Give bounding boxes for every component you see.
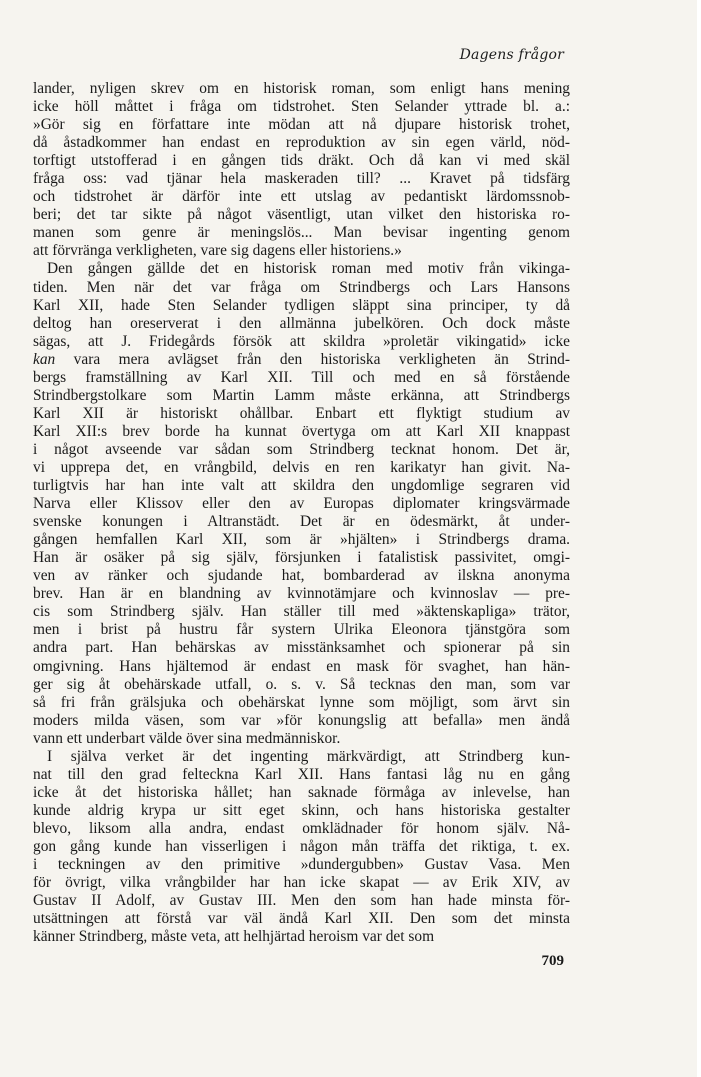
- text-line: i något avseende var sådan som Strindberg tecknat honom. Det är,: [33, 440, 570, 458]
- text-line: svenske konungen i Altranstädt. Det är en ödesmärkt, åt under-: [33, 513, 570, 531]
- text-line: lander, nyligen skrev om en historisk roman, som enligt hans mening: [33, 80, 570, 97]
- text-line: Strindbergstolkare som Martin Lamm måste erkänna, att Strindbergs: [33, 386, 570, 404]
- running-header: Dagens frågor: [459, 47, 564, 63]
- text-line: beri; det tar sikte på något väsentligt, utan vilket den historiska ro-: [33, 206, 570, 224]
- text-line: moders milda väsen, som var »för konungslig att befalla» men ändå: [33, 711, 570, 729]
- text-line: cis som Strindberg själv. Han ställer till med »äktenskapliga» trätor,: [33, 603, 570, 621]
- page-edge: [697, 0, 701, 1077]
- text-line: gången hemfallen Karl XII, som är »hjälten» i Strindbergs drama.: [33, 531, 570, 549]
- text-line: ger sig åt obehärskade utfall, o. s. v. Så tecknas den man, som var: [33, 675, 570, 693]
- text-line: känner Strindberg, måste veta, att helhjärtad heroism var det som: [33, 928, 435, 946]
- text-line: icke höll måttet i fråga om tidstrohet. Sten Selander yttrade bl. a.:: [33, 98, 570, 116]
- text-line: Narva eller Klissov eller den av Europas diplomater kringsvärmade: [33, 495, 570, 513]
- text-line: vann ett underbart välde över sina medmänniskor.: [33, 729, 341, 747]
- text-line: manen som genre är meningslös... Man bevisar ingenting genom: [33, 224, 570, 242]
- text-line: icke åt det historiska hållet; han saknade förmåga av inlevelse, han: [33, 783, 570, 801]
- text-line: sägas, att J. Fridegårds försök att skildra »proletär vikingatid» icke: [33, 332, 570, 350]
- text-line: kan vara mera avlägset från den historiska verkligheten än Strind-: [33, 350, 570, 368]
- text-line: Han är osäker på sig själv, försjunken i fatalistisk passivitet, omgi-: [33, 549, 570, 567]
- text-line: omgivning. Hans hjältemod är endast en mask för svaghet, han hän-: [33, 657, 570, 675]
- page-number: 709: [541, 953, 564, 969]
- text-line: bergs framställning av Karl XII. Till och med en så förstående: [33, 368, 570, 386]
- text-line: i teckningen av den primitive »dundergubben» Gustav Vasa. Men: [33, 856, 570, 874]
- text-line: fråga oss: vad tjänar hela maskeraden till? ... Kravet på tidsfärg: [33, 170, 570, 188]
- text-line: andra part. Han behärskas av misstänksamhet och spionerar på sin: [33, 639, 570, 657]
- text-line: Karl XII, hade Sten Selander tydligen släppt sina principer, ty då: [33, 296, 570, 314]
- emphasis-word: kan: [33, 350, 56, 368]
- text-line: att förvränga verkligheten, vare sig dagens eller historiens.»: [33, 242, 402, 260]
- text-line: turligtvis har han inte valt att skildra den ungdomlige segraren vid: [33, 477, 570, 495]
- text-line: tiden. Men när det var fråga om Strindbergs och Lars Hansons: [33, 278, 570, 296]
- text-line: då åstadkommer han endast en reproduktion av sin egen värld, nöd-: [33, 134, 570, 152]
- text-line: deltog han oreserverat i den allmänna jubelkören. Och dock måste: [33, 314, 570, 332]
- text-line: brev. Han är en blandning av kvinnotämjare och kvinnoslav — pre-: [33, 585, 570, 603]
- text-line: och tidstrohet är därför inte ett utslag av pedantiskt lärdomssnob-: [33, 188, 570, 206]
- text-line: torftigt utstofferad i en gången tids dräkt. Och då kan vi med skäl: [33, 152, 570, 170]
- text-line: Gustav II Adolf, av Gustav III. Men den som han hade minsta för-: [33, 892, 570, 910]
- text-line: men i brist på hustru får systern Ulrika Eleonora tjänstgöra som: [33, 621, 570, 639]
- text-line: Karl XII är historiskt ohållbar. Enbart ett flyktigt studium av: [33, 404, 570, 422]
- text-line: utsättningen att förstå var väl ändå Karl XII. Den som det minsta: [33, 910, 570, 928]
- text-line: kunde aldrig krypa ur sitt eget skinn, och hans historiska gestalter: [33, 801, 570, 819]
- text-line: vi upprepa det, en vrångbild, delvis en ren karikatyr han givit. Na-: [33, 458, 570, 476]
- body-text: [33, 80, 570, 946]
- text-line: nat till den grad felteckna Karl XII. Hans fantasi låg nu en gång: [33, 765, 570, 783]
- text-line: gon gång kunde han visserligen i någon mån träffa det riktiga, t. ex.: [33, 837, 570, 855]
- text-line: »Gör sig en författare inte mödan att nå djupare historisk trohet,: [33, 116, 570, 134]
- text-line: I själva verket är det ingenting märkvärdigt, att Strindberg kun-: [47, 747, 570, 765]
- text-line: Den gången gällde det en historisk roman med motiv från vikinga-: [47, 260, 570, 278]
- text-line: ven av ränker och sjudande hat, bombarderad av ilskna anonyma: [33, 567, 570, 585]
- text-line: så fri från grälsjuka och obehärskat lynne som möjligt, som ärvt sin: [33, 693, 570, 711]
- text-line: för övrigt, vilka vrångbilder har han icke skapat — av Erik XIV, av: [33, 874, 570, 892]
- text-line: Karl XII:s brev borde ha kunnat övertyga om att Karl XII knappast: [33, 422, 570, 440]
- text-line: blevo, liksom alla andra, endast omklädnader för honom själv. Nå-: [33, 819, 570, 837]
